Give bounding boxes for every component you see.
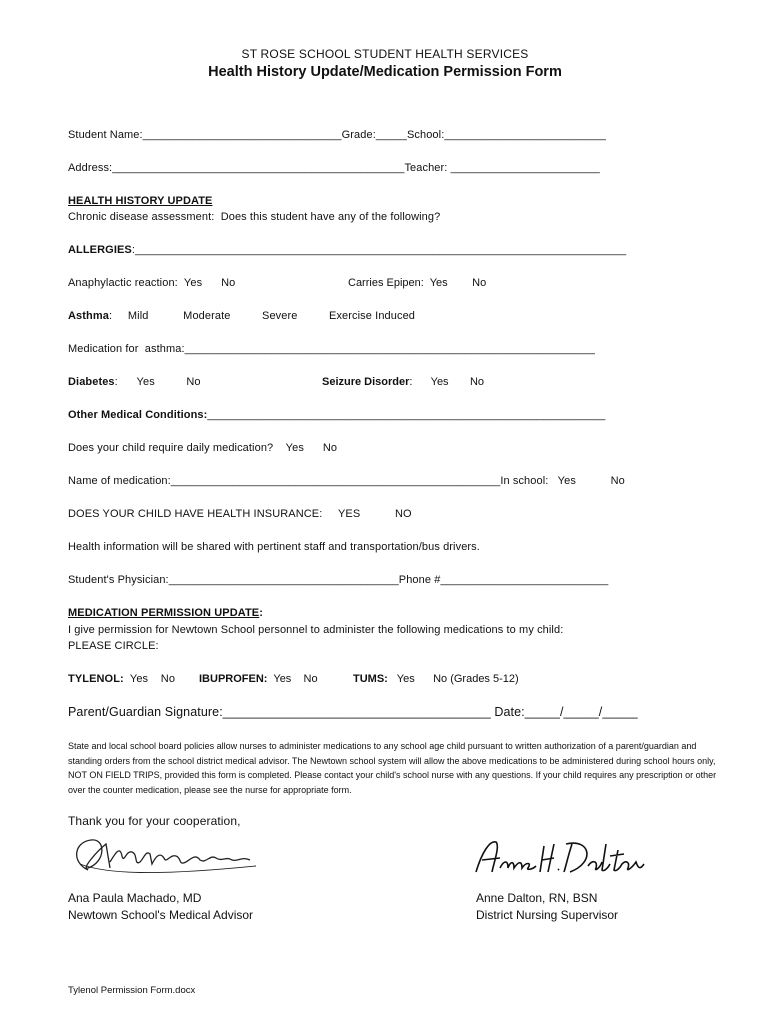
allergies-label: ALLERGIES xyxy=(68,244,132,256)
med-permission-heading: MEDICATION PERMISSION UPDATE: xyxy=(68,607,263,619)
other-conditions-blank[interactable]: ________________________________________________________________ xyxy=(207,409,606,421)
epipen-line[interactable]: Carries Epipen: Yes No xyxy=(348,277,487,289)
shared-info-note: Health information will be shared with pertinent staff and transportation/bus drivers. xyxy=(68,541,480,553)
med-permission-intro: I give permission for Newtown School personnel to administer the following medications to my child: xyxy=(68,624,564,636)
ibuprofen-options[interactable]: Yes No xyxy=(267,673,318,685)
parent-signature-line[interactable]: Parent/Guardian Signature:______________________________________ Date:_____/_____/_____ xyxy=(68,705,638,719)
right-signatory xyxy=(476,890,618,924)
left-signature-image xyxy=(66,832,266,882)
right-signature-image xyxy=(470,832,650,880)
diabetes-options[interactable]: : Yes No xyxy=(114,376,201,388)
please-circle: PLEASE CIRCLE: xyxy=(68,640,159,652)
tums-label: TUMS: xyxy=(353,673,388,685)
asthma-label: Asthma xyxy=(68,310,109,322)
insurance-line[interactable]: DOES YOUR CHILD HAVE HEALTH INSURANCE: YES NO xyxy=(68,508,412,520)
seizure-line[interactable] xyxy=(322,376,484,388)
org-header: ST ROSE SCHOOL STUDENT HEALTH SERVICES xyxy=(241,47,529,61)
right-signatory-name: Anne Dalton, RN, BSN xyxy=(476,891,598,905)
anaphylactic-line[interactable]: Anaphylactic reaction: Yes No xyxy=(68,277,236,289)
asthma-line[interactable] xyxy=(68,310,415,322)
allergies-line[interactable] xyxy=(68,244,626,256)
asthma-options[interactable]: : Mild Moderate Severe Exercise Induced xyxy=(108,310,416,322)
diabetes-label: Diabetes xyxy=(68,376,115,388)
tums-options[interactable]: Yes No (Grades 5-12) xyxy=(387,673,519,685)
chronic-disease-intro: Chronic disease assessment: Does this student have any of the following? xyxy=(68,211,441,223)
address-line[interactable]: Address:_______________________________________________Teacher: ________________________ xyxy=(68,162,600,174)
tylenol-line[interactable] xyxy=(68,673,175,685)
other-conditions-label: Other Medical Conditions: xyxy=(68,409,208,421)
tylenol-options[interactable]: Yes No xyxy=(123,673,176,685)
student-info-line[interactable]: Student Name:________________________________Grade:_____School:__________________________ xyxy=(68,129,607,141)
left-signatory-title: Newtown School's Medical Advisor xyxy=(68,908,254,922)
right-signatory-title: District Nursing Supervisor xyxy=(476,908,619,922)
allergies-blank[interactable]: :_______________________________________________________________________________ xyxy=(131,244,627,256)
closing-text: Thank you for your cooperation, xyxy=(68,814,241,828)
physician-line[interactable]: Student's Physician:_____________________________________Phone #___________________________ xyxy=(68,574,609,586)
form-title: Health History Update/Medication Permission Form xyxy=(208,64,562,80)
left-signatory-name: Ana Paula Machado, MD xyxy=(68,891,202,905)
other-conditions-line[interactable] xyxy=(68,409,605,421)
asthma-medication-line[interactable]: Medication for asthma:__________________________________________________________________ xyxy=(68,343,595,355)
medication-name-line[interactable]: Name of medication:_____________________________________________________In school: Yes No xyxy=(68,475,625,487)
health-history-heading: HEALTH HISTORY UPDATE xyxy=(68,195,213,207)
ibuprofen-label: IBUPROFEN: xyxy=(199,673,268,685)
policy-text: State and local school board policies allow nurses to administer medications to any school age child pursuant to written authorization of a parent/guardian and standing orders from the school district medical advisor. The Newtown school system will allow the above medications to be administered during school hours only, NOT ON FIELD TRIPS, provided this form is completed. Please contact your child's school nurse with any questions. If your child requires any prescription or other over the counter medication, please see the nurse for appropriate form. xyxy=(68,741,717,795)
diabetes-line[interactable] xyxy=(68,376,201,388)
daily-medication-line[interactable]: Does your child require daily medication? Yes No xyxy=(68,442,338,454)
left-signatory xyxy=(68,890,253,924)
footer-filename: Tylenol Permission Form.docx xyxy=(68,985,196,996)
seizure-options[interactable]: : Yes No xyxy=(409,376,485,388)
tylenol-label: TYLENOL: xyxy=(68,673,124,685)
seizure-label: Seizure Disorder xyxy=(322,376,410,388)
tums-line[interactable] xyxy=(353,673,519,685)
ibuprofen-line[interactable] xyxy=(199,673,318,685)
